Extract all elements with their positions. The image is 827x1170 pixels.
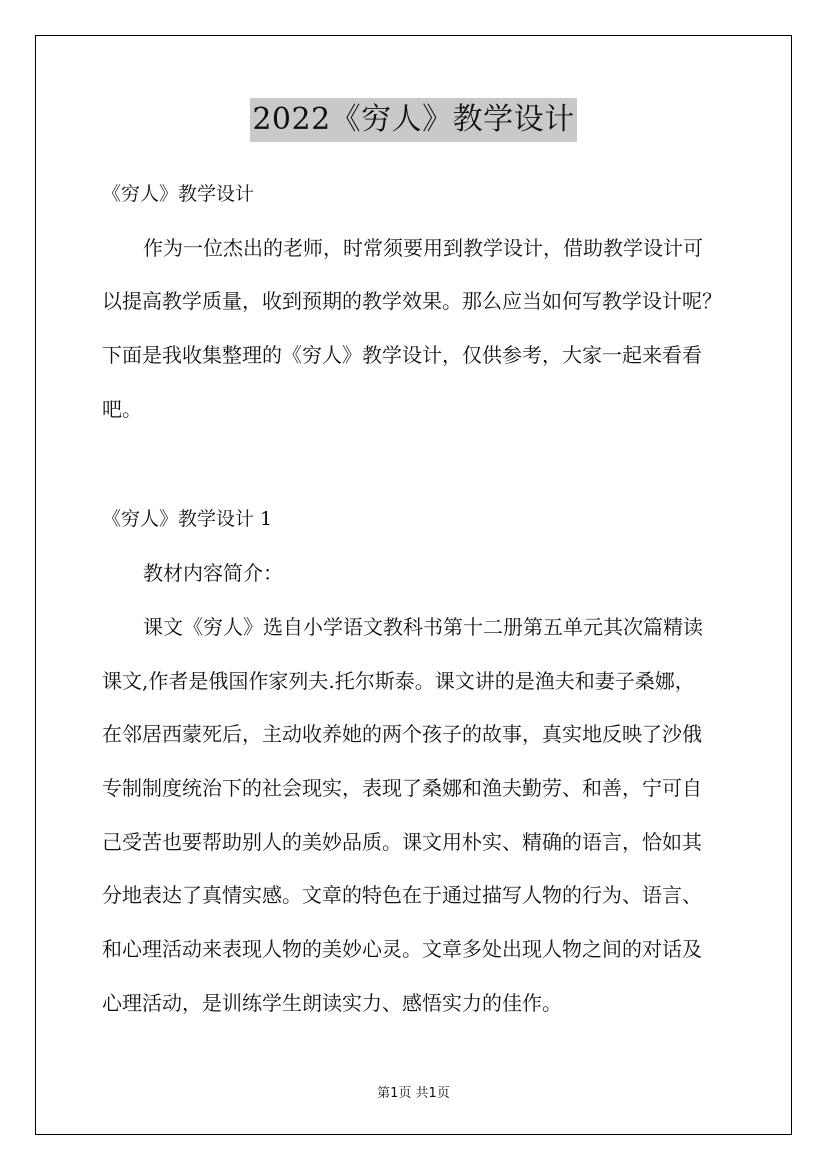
document-subtitle: 《穷人》教学设计 bbox=[102, 183, 255, 205]
title-container bbox=[0, 98, 827, 142]
body-line-2: 课文,作者是俄国作家列夫.托尔斯泰。课文讲的是渔夫和妻子桑娜， bbox=[102, 669, 695, 693]
body-line-5: 己受苦也要帮助别人的美妙品质。课文用朴实、精确的语言，恰如其 bbox=[102, 830, 702, 854]
intro-line-3: 下面是我收集整理的《穷人》教学设计，仅供参考，大家一起来看看 bbox=[102, 343, 702, 367]
body-line-4: 专制制度统治下的社会现实，表现了桑娜和渔夫勤劳、和善，宁可自 bbox=[102, 776, 702, 800]
section-heading: 《穷人》教学设计 1 bbox=[102, 508, 273, 530]
subheading: 教材内容简介： bbox=[143, 561, 283, 585]
intro-line-1: 作为一位杰出的老师，时常须要用到教学设计，借助教学设计可 bbox=[143, 236, 703, 260]
page-footer: 第1页 共1页 bbox=[377, 1086, 450, 1101]
intro-line-2: 以提高教学质量，收到预期的教学效果。那么应当如何写教学设计呢？ bbox=[102, 289, 722, 313]
document-title: 2022《穷人》教学设计 bbox=[250, 98, 576, 142]
body-line-3: 在邻居西蒙死后，主动收养她的两个孩子的故事，真实地反映了沙俄 bbox=[102, 722, 702, 746]
body-line-8: 心理活动，是训练学生朗读实力、感悟实力的佳作。 bbox=[102, 991, 562, 1015]
body-line-7: 和心理活动来表现人物的美妙心灵。文章多处出现人物之间的对话及 bbox=[102, 937, 702, 961]
body-line-6: 分地表达了真情实感。文章的特色在于通过描写人物的行为、语言、 bbox=[102, 883, 702, 907]
body-line-1: 课文《穷人》选自小学语文教科书第十二册第五单元其次篇精读 bbox=[143, 615, 703, 639]
intro-line-4: 吧。 bbox=[102, 397, 142, 421]
